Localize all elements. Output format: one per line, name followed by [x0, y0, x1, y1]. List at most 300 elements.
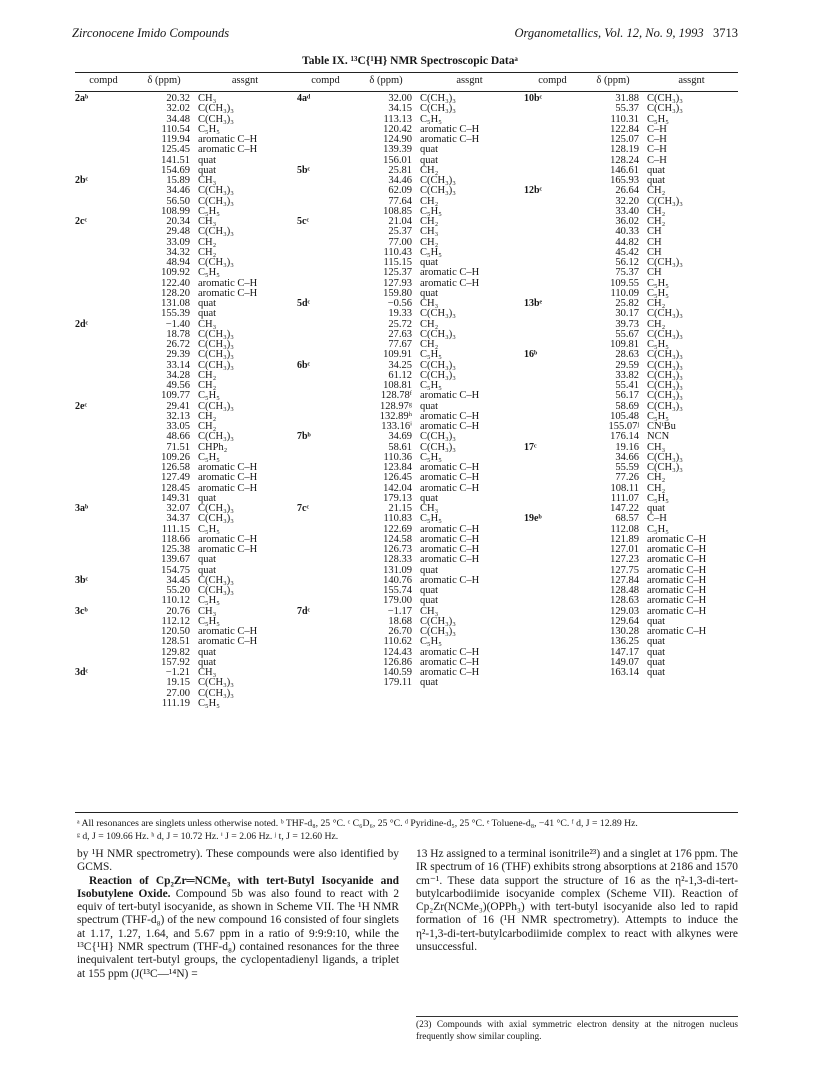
nmr-table [75, 72, 738, 709]
assignment-cell: CH₂ [647, 216, 666, 227]
assignment-cell: C(CH₃)₃ [198, 185, 234, 197]
shift-cell: 109.92 [161, 267, 190, 279]
assignment-cell: aromatic C–H [198, 544, 258, 555]
compound-cell [75, 484, 132, 494]
compound-cell [297, 555, 354, 565]
shift-cell: 122.40 [161, 277, 190, 289]
table-row [297, 104, 521, 114]
shift-cell: −1.17 [387, 605, 412, 617]
shift-cell: 26.70 [388, 626, 412, 637]
table-row [75, 699, 294, 709]
table-block-3 [524, 94, 738, 678]
assignment-cell: CH₂ [647, 205, 666, 217]
shift-cell: 21.15 [388, 503, 412, 514]
assignment-cell: quat [420, 400, 439, 412]
table-footnotes [77, 818, 739, 843]
compound-cell [75, 637, 132, 647]
shift-cell: 108.99 [161, 205, 190, 217]
compound-cell [75, 197, 132, 207]
assignment-cell: quat [647, 667, 666, 678]
compound-cell [297, 176, 354, 186]
table-row [297, 432, 521, 442]
shift-cell: 128.20 [161, 287, 190, 299]
shift-cell: 125.07 [610, 134, 639, 145]
shift-cell: 26.72 [166, 339, 190, 350]
compound-cell [524, 402, 581, 412]
assignment-cell: C(CH₃)₃ [420, 441, 456, 453]
compound-cell [524, 320, 581, 330]
compound-cell [297, 576, 354, 586]
shift-cell: 128.33 [383, 554, 412, 566]
compound-cell [524, 535, 581, 545]
shift-cell: 58.61 [388, 441, 412, 453]
compound-cell [524, 617, 581, 627]
shift-cell: 123.84 [383, 462, 412, 473]
shift-cell: 112.08 [610, 523, 639, 535]
compound-cell [524, 607, 581, 617]
assignment-cell: C(CH₃)₃ [420, 369, 456, 381]
shift-cell: 33.82 [615, 369, 639, 381]
compound-cell [75, 279, 132, 289]
assignment-cell: C₅H₅ [198, 451, 220, 463]
shift-cell: 55.67 [615, 328, 639, 340]
shift-cell: 179.13 [383, 492, 412, 504]
compound-cell [524, 494, 581, 504]
assignment-cell: C₅H₅ [420, 113, 442, 125]
compound-cell [75, 371, 132, 381]
shift-cell: 32.20 [615, 195, 639, 207]
shift-cell: −1.40 [165, 318, 190, 330]
shift-cell: 15.89 [166, 175, 190, 186]
shift-cell: 124.90 [383, 134, 412, 145]
shift-cell: 19.16 [615, 441, 639, 453]
assignment-cell: aromatic C–H [420, 390, 480, 402]
assignment-cell: quat [198, 164, 217, 176]
shift-cell: 34.37 [166, 513, 190, 525]
shift-cell: 127.93 [383, 277, 412, 289]
paragraph: by ¹H NMR spectrometry). These compounds were also identified by GCMS. [77, 848, 399, 874]
col-header: compd [538, 75, 567, 86]
compound-cell [297, 514, 354, 524]
shift-cell: 122.84 [610, 123, 639, 135]
assignment-cell: CHPh₂ [198, 441, 228, 453]
table-row [297, 637, 521, 647]
shift-cell: 127.01 [610, 544, 639, 555]
assignment-cell: C(CH₃)₃ [198, 677, 234, 689]
shift-cell: 45.42 [615, 246, 639, 258]
assignment-cell: C(CH₃)₃ [420, 175, 456, 186]
shift-cell: 120.50 [161, 626, 190, 637]
compound-cell [75, 627, 132, 637]
compound-cell [75, 248, 132, 258]
compound-cell [524, 473, 581, 483]
compound-cell [297, 627, 354, 637]
assignment-cell: CH₃ [198, 216, 217, 227]
assignment-cell: aromatic C–H [198, 277, 258, 289]
compound-cell [297, 535, 354, 545]
table-row [75, 227, 294, 237]
shift-cell: 155.74 [383, 585, 412, 596]
shift-cell: 113.13 [383, 113, 412, 125]
shift-cell: 141.51 [161, 154, 190, 166]
assignment-cell: C(CH₃)₃ [198, 339, 234, 350]
assignment-cell: aromatic C–H [647, 585, 707, 596]
shift-cell: 111.07 [610, 492, 639, 504]
compound-cell [524, 432, 581, 442]
table-row [75, 473, 294, 483]
assignment-cell: C–H [647, 154, 667, 166]
shift-cell: 126.86 [383, 656, 412, 668]
table-row [524, 309, 738, 319]
table-row [524, 145, 738, 155]
assignment-cell: C₅H₅ [198, 697, 220, 709]
compound-cell [297, 145, 354, 155]
compound-cell [75, 115, 132, 125]
assignment-cell: C₅H₅ [420, 513, 442, 525]
table-row [75, 145, 294, 155]
compound-cell: 6bᶜ [297, 359, 311, 371]
assignment-cell: aromatic C–H [420, 646, 480, 658]
compound-cell: 3cᵇ [75, 605, 88, 617]
compound-cell [524, 668, 581, 678]
compound-cell [297, 186, 354, 196]
compound-cell [297, 268, 354, 278]
shift-cell: 19.33 [388, 308, 412, 320]
assignment-cell: CH₃ [647, 441, 666, 453]
assignment-cell: CH₂ [647, 472, 666, 484]
compound-cell [75, 463, 132, 473]
assignment-cell: quat [198, 646, 217, 658]
compound-cell [75, 258, 132, 268]
table-row [75, 268, 294, 278]
compound-cell [524, 381, 581, 391]
compound-cell [524, 391, 581, 401]
shift-cell: 115.15 [383, 257, 412, 268]
compound-cell [75, 186, 132, 196]
compound-cell [75, 473, 132, 483]
assignment-cell: C₅H₅ [198, 390, 220, 402]
table-row [524, 668, 738, 678]
assignment-cell: CH₃ [198, 605, 217, 617]
shift-cell: 128.24 [610, 154, 639, 166]
table-row [524, 350, 738, 360]
assignment-cell: C₅H₅ [198, 595, 220, 607]
compound-cell [297, 258, 354, 268]
compound-cell [524, 658, 581, 668]
compound-cell [524, 545, 581, 555]
compound-cell [524, 115, 581, 125]
table-row [524, 268, 738, 278]
shift-cell: 77.64 [388, 195, 412, 207]
assignment-cell: C(CH₃)₃ [198, 359, 234, 371]
table-row [75, 555, 294, 565]
shift-cell: 128.19 [610, 144, 639, 156]
compound-cell [524, 637, 581, 647]
assignment-cell: C–H [647, 123, 667, 135]
assignment-cell: aromatic C–H [420, 410, 480, 422]
shift-cell: 128.51 [161, 636, 190, 648]
compound-cell: 2aᵇ [75, 93, 89, 104]
table-row [75, 596, 294, 606]
assignment-cell: C₅H₅ [647, 277, 669, 289]
compound-cell [297, 279, 354, 289]
shift-cell: 58.69 [615, 400, 639, 412]
assignment-cell: C(CH₃)₃ [420, 615, 456, 627]
table-bottom-rule [75, 812, 738, 813]
compound-cell [297, 104, 354, 114]
compound-cell [524, 555, 581, 565]
compound-cell [524, 248, 581, 258]
shift-cell: 56.50 [166, 195, 190, 207]
compound-cell [297, 484, 354, 494]
running-header-journal [470, 26, 738, 41]
compound-cell: 7cᶜ [297, 503, 310, 514]
compound-cell [75, 361, 132, 371]
assignment-cell: C(CH₃)₃ [198, 257, 234, 268]
assignment-cell: CNᵗBu [647, 421, 676, 432]
shift-cell: 179.11 [383, 677, 412, 689]
shift-cell: 110.31 [610, 113, 639, 125]
shift-cell: 154.69 [161, 164, 190, 176]
shift-cell: 132.89ʰ [379, 410, 412, 422]
assignment-cell: C(CH₃)₃ [647, 308, 683, 320]
shift-cell: 33.40 [615, 205, 639, 217]
shift-cell: 163.14 [610, 667, 639, 678]
table-block-1 [75, 94, 294, 709]
shift-cell: 25.82 [615, 298, 639, 309]
table-row [75, 350, 294, 360]
compound-cell: 7dᶜ [297, 605, 311, 617]
shift-cell: 126.45 [383, 472, 412, 484]
table-row [75, 678, 294, 688]
shift-cell: 131.09 [383, 564, 412, 576]
shift-cell: 124.43 [383, 646, 412, 658]
table-row [297, 678, 521, 688]
shift-cell: 147.17 [610, 646, 639, 658]
shift-cell: 125.37 [383, 267, 412, 279]
assignment-cell: aromatic C–H [198, 626, 258, 637]
shift-cell: 36.02 [615, 216, 639, 227]
compound-cell [75, 689, 132, 699]
assignment-cell: aromatic C–H [420, 667, 480, 678]
assignment-cell: aromatic C–H [420, 533, 480, 545]
assignment-cell: C(CH₃)₃ [420, 328, 456, 340]
compound-cell [297, 238, 354, 248]
shift-cell: 33.05 [166, 421, 190, 432]
assignment-cell: CH [647, 267, 662, 279]
shift-cell: 30.17 [615, 308, 639, 320]
table-row [75, 391, 294, 401]
compound-cell [524, 586, 581, 596]
table-row [75, 432, 294, 442]
compound-cell [297, 658, 354, 668]
assignment-cell: aromatic C–H [198, 533, 258, 545]
compound-cell [75, 545, 132, 555]
compound-cell [75, 514, 132, 524]
shift-cell: 149.07 [610, 656, 639, 668]
assignment-cell: aromatic C–H [198, 482, 258, 494]
shift-cell: 131.08 [161, 298, 190, 309]
compound-cell [297, 463, 354, 473]
table-row [297, 145, 521, 155]
shift-cell: 20.76 [166, 605, 190, 617]
compound-cell [297, 350, 354, 360]
assignment-cell: quat [647, 175, 666, 186]
assignment-cell: C(CH₃)₃ [198, 195, 234, 207]
table-row [524, 104, 738, 114]
shift-cell: 33.14 [166, 359, 190, 371]
assignment-cell: quat [198, 308, 217, 320]
assignment-cell: C₅H₅ [198, 523, 220, 535]
compound-cell [524, 412, 581, 422]
footnote-line-2: ᵍ d, J = 109.66 Hz. ʰ d, J = 10.72 Hz. ⁱ J = 2.06 Hz. ʲ t, J = 12.60 Hz. [77, 830, 339, 842]
shift-cell: 140.59 [383, 667, 412, 678]
compound-cell [524, 309, 581, 319]
compound-cell [297, 586, 354, 596]
compound-cell [297, 525, 354, 535]
assignment-cell: C(CH₃)₃ [198, 687, 234, 699]
table-row [75, 309, 294, 319]
assignment-cell: aromatic C–H [420, 554, 480, 566]
shift-cell: 128.78ᶠ [380, 390, 412, 402]
assignment-cell: C₅H₅ [198, 205, 220, 217]
shift-cell: 32.02 [166, 103, 190, 115]
footnote-line-1: ᵃ All resonances are singlets unless otherwise noted. ᵇ THF-d₈, 25 °C. ᶜ C₆D₆, 25 °C. ᵈ Pyridine-d₅, 25 °C. ᵉ Toluene-d₈, −41 °C. ᶠ d, J = 12.89 Hz. [77, 818, 638, 829]
shift-cell: 109.55 [610, 277, 639, 289]
assignment-cell: aromatic C–H [420, 544, 480, 555]
table-row [297, 596, 521, 606]
table-row [297, 186, 521, 196]
shift-cell: 125.45 [161, 144, 190, 156]
shift-cell: 109.91 [383, 349, 412, 361]
assignment-cell: C(CH₃)₃ [198, 503, 234, 514]
assignment-cell: C₅H₅ [647, 339, 669, 350]
assignment-cell: C(CH₃)₃ [198, 328, 234, 340]
table-row [524, 596, 738, 606]
compound-cell [75, 156, 132, 166]
assignment-cell: C₅H₅ [420, 380, 442, 391]
shift-cell: 110.43 [383, 246, 412, 258]
compound-cell [297, 320, 354, 330]
col-header: assgnt [456, 75, 483, 86]
paragraph: 13 Hz assigned to a terminal isonitrile²³) and a singlet at 176 ppm. The IR spectrum of 16 (THF) exhibits strong absorptions at 2186 and 1570 cm⁻¹. These data support the structure of 16 as the η²-1,3-di-tert-butylcarbodiimide isocyanide complex (Scheme VII). Reaction of Cp₂Zr(NCMe₃)(OPPh₃) with tert-butyl isocyanide also led to rapid formation of 16 (¹H NMR spectrometry). Attempts to induce the η²-1,3-di-tert-butylcarbodiimide complex to react with alkynes were unsuccessful. [416, 848, 738, 954]
compound-cell [297, 125, 354, 135]
shift-cell: 34.48 [166, 113, 190, 125]
compound-cell [524, 166, 581, 176]
compound-cell: 2bᶜ [75, 175, 89, 186]
compound-cell [524, 330, 581, 340]
compound-cell [297, 443, 354, 453]
compound-cell [297, 668, 354, 678]
shift-cell: 159.80 [383, 287, 412, 299]
shift-cell: 18.78 [166, 328, 190, 340]
compound-cell [75, 391, 132, 401]
table-row [524, 473, 738, 483]
assignment-cell: aromatic C–H [647, 626, 707, 637]
assignment-cell: C(CH₃)₃ [647, 369, 683, 381]
shift-cell: 154.75 [161, 564, 190, 576]
compound-cell [297, 309, 354, 319]
compound-cell [524, 279, 581, 289]
col-header: δ (ppm) [147, 75, 181, 86]
shift-cell: 155.39 [161, 308, 190, 320]
assignment-cell: NCN [647, 431, 670, 443]
shift-cell: 29.59 [615, 359, 639, 371]
assignment-cell: CH₂ [198, 236, 217, 248]
shift-cell: 108.81 [383, 380, 412, 391]
assignment-cell: CH₂ [420, 164, 439, 176]
shift-cell: 111.19 [161, 697, 190, 709]
compound-cell [524, 268, 581, 278]
shift-cell: 157.92 [161, 656, 190, 668]
shift-cell: 129.03 [610, 605, 639, 617]
shift-cell: 139.67 [161, 554, 190, 566]
assignment-cell: CH₂ [420, 216, 439, 227]
assignment-cell: C₅H₅ [420, 205, 442, 217]
shift-cell: 109.26 [161, 451, 190, 463]
compound-cell [75, 381, 132, 391]
assignment-cell: C(CH₃)₃ [420, 308, 456, 320]
shift-cell: 128.63 [610, 595, 639, 607]
assignment-cell: C₅H₅ [198, 123, 220, 135]
compound-cell [75, 525, 132, 535]
shift-cell: 109.77 [161, 390, 190, 402]
shift-cell: 110.12 [161, 595, 190, 607]
shift-cell: 34.46 [388, 175, 412, 186]
shift-cell: 34.45 [166, 574, 190, 586]
assignment-cell: quat [647, 656, 666, 668]
assignment-cell: aromatic C–H [647, 533, 707, 545]
shift-cell: 18.68 [388, 615, 412, 627]
shift-cell: 34.69 [388, 431, 412, 443]
assignment-cell: C–H [647, 513, 667, 525]
table-row [524, 432, 738, 442]
compound-cell [75, 412, 132, 422]
shift-cell: 55.41 [615, 380, 639, 391]
compound-cell: 3aᵇ [75, 503, 89, 514]
compound-cell [75, 453, 132, 463]
assignment-cell: aromatic C–H [420, 523, 480, 535]
assignment-cell: aromatic C–H [198, 462, 258, 473]
assignment-cell: C₅H₅ [420, 246, 442, 258]
assignment-cell: C(CH₃)₃ [420, 359, 456, 371]
compound-cell: 5bᶜ [297, 164, 311, 176]
assignment-cell: quat [198, 554, 217, 566]
compound-cell [297, 381, 354, 391]
shift-cell: 129.64 [610, 615, 639, 627]
assignment-cell: C(CH₃)₃ [647, 359, 683, 371]
assignment-cell: C₅H₅ [420, 451, 442, 463]
col-header: assgnt [678, 75, 705, 86]
compound-cell [524, 217, 581, 227]
assignment-cell: quat [420, 154, 439, 166]
compound-cell [75, 678, 132, 688]
compound-cell [524, 648, 581, 658]
assignment-cell: aromatic C–H [647, 574, 707, 586]
shift-cell: 34.66 [615, 451, 639, 463]
journal-citation: Organometallics, Vol. 12, No. 9, 1993 [514, 26, 704, 40]
shift-cell: −0.56 [387, 298, 412, 309]
assignment-cell: C–H [647, 134, 667, 145]
assignment-cell: C₅H₅ [647, 492, 669, 504]
shift-cell: 55.59 [615, 462, 639, 473]
assignment-cell: CH₃ [198, 667, 217, 678]
assignment-cell: C(CH₃)₃ [198, 226, 234, 238]
shift-cell: 34.46 [166, 185, 190, 197]
shift-cell: 26.64 [615, 185, 639, 197]
compound-cell [75, 289, 132, 299]
shift-cell: 34.32 [166, 246, 190, 258]
